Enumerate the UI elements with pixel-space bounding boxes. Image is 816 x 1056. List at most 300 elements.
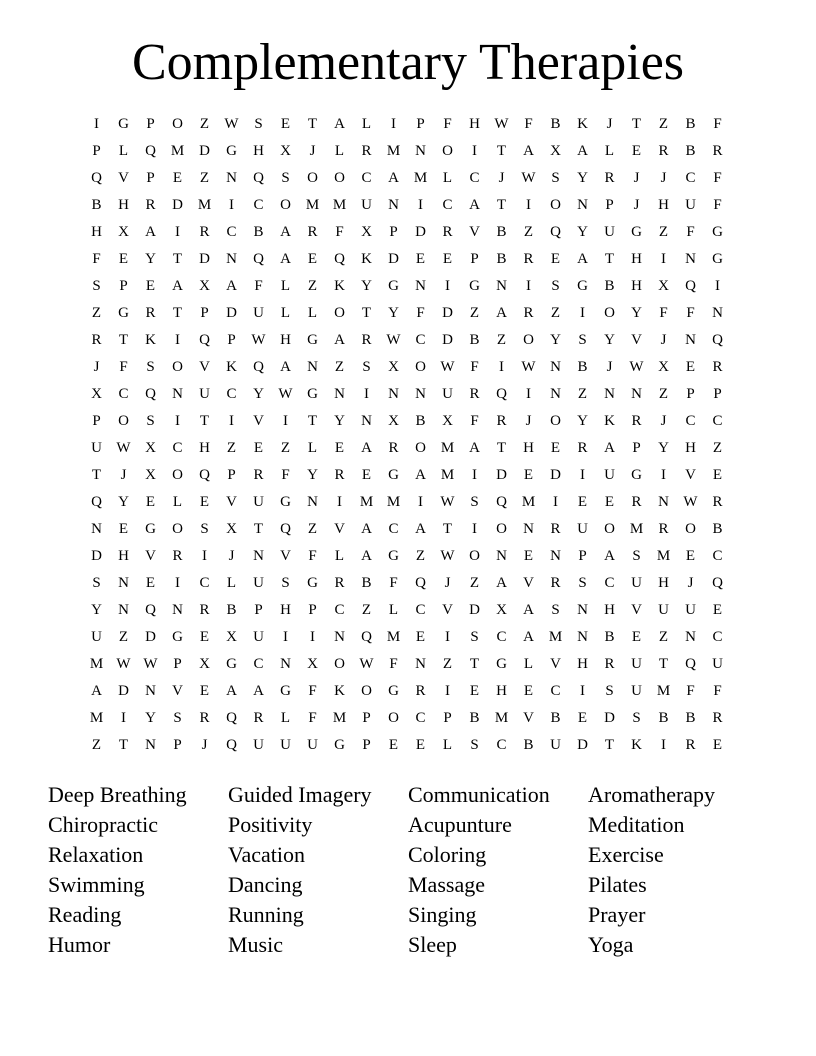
grid-letter: T <box>604 737 615 753</box>
grid-letter: H <box>496 683 507 699</box>
grid-letter: X <box>361 224 372 240</box>
grid-letter: J <box>660 332 667 348</box>
grid-letter: Q <box>145 602 156 618</box>
grid-letter: J <box>444 575 451 591</box>
grid-letter: A <box>469 197 480 213</box>
grid-letter: Q <box>91 170 102 186</box>
grid-letter: P <box>605 197 614 213</box>
grid-letter: M <box>386 143 401 159</box>
grid-letter: I <box>445 278 450 294</box>
grid-letter: V <box>550 656 561 672</box>
grid-letter: B <box>604 629 615 645</box>
grid-letter: I <box>553 494 558 510</box>
grid-letter: T <box>604 251 615 267</box>
grid-letter: Q <box>145 386 156 402</box>
grid-letter: R <box>658 143 669 159</box>
grid-letter: R <box>199 224 210 240</box>
grid-letter: E <box>415 737 426 753</box>
grid-letter: S <box>470 629 479 645</box>
grid-letter: W <box>359 656 374 672</box>
grid-letter: E <box>631 629 642 645</box>
grid-row <box>83 678 733 705</box>
grid-letter: M <box>521 494 536 510</box>
grid-letter: Q <box>712 575 723 591</box>
grid-letter: M <box>332 710 347 726</box>
grid-letter: L <box>523 656 534 672</box>
grid-row <box>83 435 733 462</box>
grid-letter: G <box>307 386 318 402</box>
grid-letter: V <box>199 359 210 375</box>
grid-letter: M <box>629 521 644 537</box>
grid-letter: M <box>305 197 320 213</box>
grid-letter: S <box>92 278 101 294</box>
grid-letter: C <box>253 197 264 213</box>
grid-letter: T <box>361 305 372 321</box>
grid-letter: A <box>577 251 588 267</box>
grid-letter: I <box>661 467 666 483</box>
grid-letter: R <box>712 359 723 375</box>
grid-letter: A <box>523 143 534 159</box>
grid-letter: P <box>713 386 722 402</box>
grid-row <box>83 732 733 759</box>
grid-letter: O <box>415 359 426 375</box>
grid-letter: H <box>685 440 696 456</box>
grid-letter: M <box>548 629 563 645</box>
word-list-item: Guided Imagery <box>228 782 372 807</box>
grid-letter: E <box>145 575 156 591</box>
grid-letter: N <box>685 629 696 645</box>
grid-letter: O <box>604 305 615 321</box>
grid-letter: Z <box>496 332 507 348</box>
grid-letter: U <box>631 683 642 699</box>
grid-letter: R <box>334 467 345 483</box>
grid-letter: G <box>334 737 345 753</box>
grid-letter: E <box>523 467 534 483</box>
grid-letter: G <box>631 224 642 240</box>
grid-letter: Z <box>280 440 291 456</box>
grid-letter: I <box>472 467 477 483</box>
grid-letter: D <box>226 305 237 321</box>
grid-letter: G <box>145 521 156 537</box>
grid-letter: T <box>496 197 507 213</box>
grid-letter: I <box>175 224 180 240</box>
grid-letter: U <box>685 197 696 213</box>
grid-letter: T <box>631 116 642 132</box>
grid-letter: P <box>119 278 128 294</box>
grid-letter: A <box>496 305 507 321</box>
grid-letter: D <box>604 710 615 726</box>
word-list-item: Massage <box>408 872 485 897</box>
grid-letter: R <box>604 656 615 672</box>
grid-letter: E <box>550 440 561 456</box>
grid-letter: Z <box>658 224 669 240</box>
grid-letter: S <box>632 548 641 564</box>
grid-letter: I <box>580 467 585 483</box>
grid-letter: Q <box>91 494 102 510</box>
grid-letter: F <box>686 683 695 699</box>
grid-letter: N <box>550 386 561 402</box>
grid-row <box>83 246 733 273</box>
word-list-item: Prayer <box>588 902 646 927</box>
grid-letter: F <box>308 548 317 564</box>
grid-letter: X <box>307 656 318 672</box>
grid-letter: Z <box>307 278 318 294</box>
grid-letter: D <box>442 305 453 321</box>
word-list-item: Pilates <box>588 872 647 897</box>
grid-letter: N <box>577 602 588 618</box>
grid-letter: Q <box>685 278 696 294</box>
grid-letter: P <box>227 467 236 483</box>
grid-letter: Y <box>118 494 129 510</box>
grid-letter: L <box>307 305 318 321</box>
grid-letter: B <box>469 710 480 726</box>
grid-letter: K <box>145 332 156 348</box>
grid-letter: D <box>577 737 588 753</box>
grid-letter: I <box>580 305 585 321</box>
grid-letter: Z <box>712 440 723 456</box>
grid-letter: T <box>658 656 669 672</box>
grid-letter: C <box>334 602 345 618</box>
grid-letter: X <box>658 359 669 375</box>
grid-letter: P <box>173 737 182 753</box>
grid-letter: U <box>658 602 669 618</box>
grid-letter: G <box>712 251 723 267</box>
grid-letter: Q <box>334 251 345 267</box>
grid-letter: Z <box>226 440 237 456</box>
grid-letter: R <box>172 548 183 564</box>
grid-letter: R <box>199 602 210 618</box>
grid-letter: B <box>226 602 237 618</box>
grid-letter: U <box>631 656 642 672</box>
grid-letter: H <box>118 197 129 213</box>
grid-letter: N <box>550 548 561 564</box>
grid-letter: S <box>470 494 479 510</box>
grid-letter: B <box>685 116 696 132</box>
grid-letter: V <box>280 548 291 564</box>
grid-letter: P <box>200 305 209 321</box>
grid-letter: G <box>307 575 318 591</box>
grid-letter: P <box>362 737 371 753</box>
grid-letter: T <box>307 116 318 132</box>
grid-letter: T <box>307 413 318 429</box>
grid-letter: O <box>523 332 534 348</box>
grid-letter: X <box>658 278 669 294</box>
grid-letter: V <box>685 467 696 483</box>
grid-letter: D <box>415 224 426 240</box>
grid-row <box>83 462 733 489</box>
grid-letter: V <box>631 332 642 348</box>
grid-row <box>83 273 733 300</box>
grid-letter: Z <box>199 170 210 186</box>
grid-letter: N <box>658 494 669 510</box>
grid-letter: B <box>550 710 561 726</box>
grid-letter: G <box>280 494 291 510</box>
grid-letter: O <box>334 170 345 186</box>
grid-letter: R <box>415 683 426 699</box>
grid-letter: Q <box>361 629 372 645</box>
grid-letter: A <box>361 440 372 456</box>
grid-letter: E <box>145 494 156 510</box>
grid-letter: J <box>93 359 100 375</box>
grid-letter: H <box>91 224 102 240</box>
grid-letter: A <box>280 359 291 375</box>
grid-letter: S <box>281 170 290 186</box>
grid-letter: Q <box>253 359 264 375</box>
grid-letter: F <box>470 413 479 429</box>
grid-letter: H <box>523 440 534 456</box>
grid-letter: Y <box>145 251 156 267</box>
grid-letter: X <box>388 413 399 429</box>
grid-letter: U <box>442 386 453 402</box>
grid-letter: J <box>606 359 613 375</box>
grid-letter: E <box>442 251 453 267</box>
grid-letter: Q <box>145 143 156 159</box>
grid-letter: J <box>228 548 235 564</box>
grid-letter: O <box>334 305 345 321</box>
grid-letter: F <box>308 710 317 726</box>
grid-letter: N <box>145 683 156 699</box>
grid-letter: S <box>146 359 155 375</box>
grid-letter: C <box>253 656 264 672</box>
grid-letter: E <box>631 143 642 159</box>
grid-letter: N <box>307 494 318 510</box>
grid-letter: N <box>361 413 372 429</box>
grid-letter: T <box>172 251 183 267</box>
grid-letter: I <box>175 332 180 348</box>
grid-letter: T <box>253 521 264 537</box>
grid-letter: Y <box>334 413 345 429</box>
word-list-item: Acupunture <box>408 812 512 837</box>
grid-letter: F <box>416 305 425 321</box>
grid-letter: X <box>199 656 210 672</box>
grid-letter: E <box>523 683 534 699</box>
page-title: Complementary Therapies <box>131 34 685 91</box>
grid-letter: P <box>416 116 425 132</box>
grid-letter: A <box>469 440 480 456</box>
grid-letter: V <box>631 602 642 618</box>
grid-letter: J <box>633 170 640 186</box>
word-list-item: Chiropractic <box>48 812 158 837</box>
grid-letter: D <box>550 467 561 483</box>
grid-letter: S <box>578 575 587 591</box>
grid-letter: P <box>146 170 155 186</box>
grid-letter: V <box>145 548 156 564</box>
grid-letter: K <box>334 278 345 294</box>
grid-letter: S <box>200 521 209 537</box>
grid-letter: O <box>307 170 318 186</box>
grid-letter: E <box>361 467 372 483</box>
grid-letter: X <box>550 143 561 159</box>
grid-letter: Z <box>658 629 669 645</box>
grid-letter: N <box>415 143 426 159</box>
grid-letter: L <box>118 143 129 159</box>
grid-letter: B <box>415 413 426 429</box>
grid-letter: X <box>145 440 156 456</box>
grid-letter: C <box>226 386 237 402</box>
grid-letter: M <box>197 197 212 213</box>
grid-letter: E <box>523 548 534 564</box>
grid-letter: K <box>631 737 642 753</box>
grid-letter: B <box>361 575 372 591</box>
grid-letter: I <box>364 386 369 402</box>
grid-letter: U <box>631 575 642 591</box>
grid-letter: K <box>361 251 372 267</box>
grid-letter: P <box>92 413 101 429</box>
grid-letter: N <box>91 521 102 537</box>
word-list <box>48 780 768 960</box>
grid-letter: T <box>118 332 129 348</box>
grid-letter: F <box>443 116 452 132</box>
grid-letter: A <box>172 278 183 294</box>
grid-letter: P <box>389 224 398 240</box>
word-search-grid <box>83 111 733 759</box>
grid-letter: U <box>280 737 291 753</box>
word-list-item: Dancing <box>228 872 303 897</box>
grid-letter: Y <box>577 413 588 429</box>
grid-letter: H <box>280 602 291 618</box>
grid-letter: M <box>413 170 428 186</box>
grid-letter: K <box>577 116 588 132</box>
grid-row <box>83 651 733 678</box>
grid-letter: Z <box>469 575 480 591</box>
grid-letter: F <box>335 224 344 240</box>
grid-letter: G <box>226 143 237 159</box>
grid-letter: R <box>604 170 615 186</box>
grid-letter: Z <box>523 224 534 240</box>
grid-letter: H <box>658 575 669 591</box>
grid-letter: F <box>713 197 722 213</box>
grid-letter: V <box>523 710 534 726</box>
grid-letter: A <box>496 575 507 591</box>
grid-letter: A <box>226 278 237 294</box>
grid-letter: I <box>499 359 504 375</box>
grid-letter: R <box>388 440 399 456</box>
grid-letter: N <box>415 656 426 672</box>
grid-letter: N <box>334 629 345 645</box>
grid-letter: O <box>415 440 426 456</box>
grid-letter: I <box>526 278 531 294</box>
grid-row <box>83 624 733 651</box>
grid-letter: F <box>686 224 695 240</box>
grid-letter: N <box>172 386 183 402</box>
grid-letter: Q <box>226 737 237 753</box>
grid-letter: E <box>415 629 426 645</box>
grid-letter: A <box>523 629 534 645</box>
grid-letter: Q <box>226 710 237 726</box>
grid-letter: E <box>199 683 210 699</box>
grid-letter: B <box>469 332 480 348</box>
grid-letter: G <box>172 629 183 645</box>
grid-letter: W <box>440 494 455 510</box>
grid-letter: V <box>253 413 264 429</box>
grid-letter: N <box>334 386 345 402</box>
grid-letter: Q <box>199 467 210 483</box>
grid-letter: V <box>118 170 129 186</box>
grid-letter: Y <box>604 332 615 348</box>
grid-letter: P <box>227 332 236 348</box>
word-list-item: Running <box>228 902 304 927</box>
grid-row <box>83 219 733 246</box>
grid-letter: R <box>91 332 102 348</box>
grid-letter: S <box>551 278 560 294</box>
grid-letter: N <box>577 629 588 645</box>
grid-letter: M <box>89 710 104 726</box>
word-list-item: Meditation <box>588 812 685 837</box>
grid-letter: V <box>469 224 480 240</box>
grid-row <box>83 489 733 516</box>
grid-letter: S <box>92 575 101 591</box>
grid-letter: R <box>523 251 534 267</box>
grid-letter: C <box>712 548 723 564</box>
grid-letter: T <box>118 737 129 753</box>
grid-letter: H <box>118 548 129 564</box>
grid-letter: R <box>253 710 264 726</box>
grid-letter: E <box>712 737 723 753</box>
grid-letter: R <box>496 413 507 429</box>
grid-letter: P <box>443 710 452 726</box>
grid-letter: A <box>361 521 372 537</box>
grid-letter: L <box>334 143 345 159</box>
grid-letter: O <box>550 413 561 429</box>
grid-letter: F <box>470 359 479 375</box>
grid-letter: M <box>440 467 455 483</box>
grid-letter: H <box>199 440 210 456</box>
grid-letter: B <box>685 143 696 159</box>
grid-letter: I <box>418 197 423 213</box>
grid-letter: C <box>415 602 426 618</box>
grid-letter: C <box>199 575 210 591</box>
grid-letter: O <box>361 683 372 699</box>
word-list-item: Positivity <box>228 812 313 837</box>
grid-letter: F <box>713 683 722 699</box>
grid-letter: A <box>523 602 534 618</box>
grid-letter: V <box>523 575 534 591</box>
grid-letter: J <box>660 170 667 186</box>
grid-letter: N <box>712 305 723 321</box>
word-list-item: Communication <box>408 782 550 807</box>
grid-letter: L <box>361 116 372 132</box>
grid-letter: Z <box>118 629 129 645</box>
word-list-item: Swimming <box>48 872 145 897</box>
grid-letter: P <box>254 602 263 618</box>
grid-letter: O <box>172 521 183 537</box>
grid-letter: B <box>91 197 102 213</box>
word-list-item: Deep Breathing <box>48 782 187 807</box>
grid-letter: P <box>686 386 695 402</box>
grid-letter: H <box>577 656 588 672</box>
grid-letter: L <box>226 575 237 591</box>
grid-letter: H <box>469 116 480 132</box>
grid-letter: S <box>173 710 182 726</box>
word-list-item: Relaxation <box>48 842 144 867</box>
grid-letter: G <box>307 332 318 348</box>
grid-letter: H <box>658 197 669 213</box>
grid-letter: B <box>685 710 696 726</box>
grid-letter: Z <box>91 737 102 753</box>
grid-letter: X <box>226 521 237 537</box>
grid-letter: F <box>659 305 668 321</box>
grid-letter: I <box>310 629 315 645</box>
grid-letter: F <box>713 170 722 186</box>
grid-letter: Q <box>712 332 723 348</box>
grid-letter: I <box>661 251 666 267</box>
grid-letter: E <box>145 278 156 294</box>
grid-letter: B <box>253 224 264 240</box>
grid-letter: U <box>253 629 264 645</box>
grid-letter: Q <box>280 521 291 537</box>
grid-letter: X <box>442 413 453 429</box>
grid-letter: A <box>145 224 156 240</box>
